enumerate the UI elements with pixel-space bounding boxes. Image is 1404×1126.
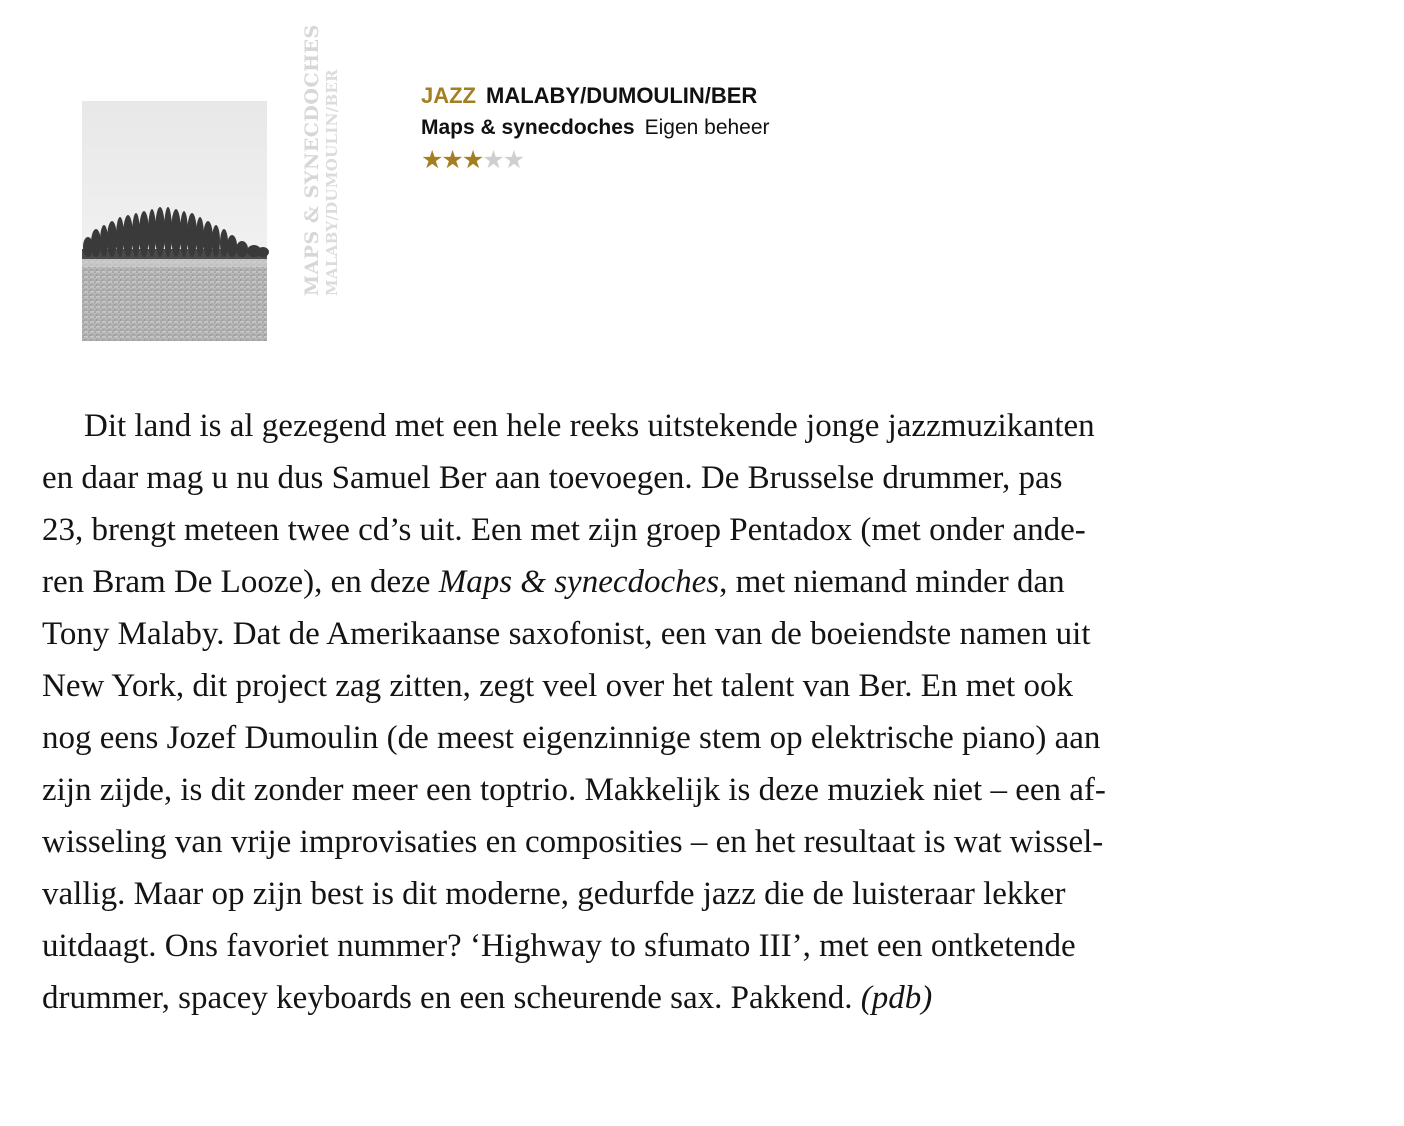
review-text: ren Bram De Looze), en deze <box>42 564 439 600</box>
album-cover <box>82 101 267 341</box>
album-title: Maps & synecdoches <box>421 116 635 139</box>
review-line: Dit land is al gezegend met een hele reeks uitstekende jonge jazzmuzikanten <box>84 408 1095 444</box>
star-empty-icon: ★ <box>502 145 524 174</box>
review-line: en daar mag u nu dus Samuel Ber aan toevoegen. De Brusselse drummer, pas <box>42 460 1063 496</box>
star-filled-icon: ★ <box>441 145 462 174</box>
star-filled-icon: ★ <box>461 145 483 174</box>
header-line-2 <box>421 113 770 143</box>
review-line: Tony Malaby. Dat de Amerikaanse saxofonist, een van de boeiendste namen uit <box>42 616 1091 652</box>
review-line: wisseling van vrije improvisaties en composities – en het resultaat is wat wissel- <box>42 824 1104 860</box>
star-filled-icon: ★ <box>421 145 442 174</box>
artist-name: MALABY/DUMOULIN/BER <box>486 83 758 108</box>
review-line: 23, brengt meteen twee cd’s uit. Een met zijn groep Pentadox (met onder ande- <box>42 512 1086 548</box>
review-text: drummer, spacey keyboards en een scheurende sax. Pakkend. <box>42 980 861 1016</box>
star-rating <box>421 145 770 175</box>
spine-title: MAPS & SYNECDOCHES <box>301 24 323 296</box>
star-empty-icon: ★ <box>482 145 503 174</box>
album-title-italic: Maps & synecdoches <box>438 564 720 600</box>
album-cover-photo <box>82 101 267 341</box>
review-line: vallig. Maar op zijn best is dit moderne, gedurfde jazz die de luisteraar lekker <box>42 876 1066 912</box>
review-line: zijn zijde, is dit zonder meer een toptrio. Makkelijk is deze muziek niet – een af- <box>42 772 1106 808</box>
review-line: uitdaagt. Ons favoriet nummer? ‘Highway to sfumato III’, met een ontketende <box>42 928 1076 964</box>
review-line: New York, dit project zag zitten, zegt veel over het talent van Ber. En met ook <box>42 668 1073 704</box>
header-line-1 <box>421 82 770 110</box>
review-body <box>42 400 1332 1024</box>
review-text: , met niemand minder dan <box>719 564 1065 600</box>
review-line <box>42 556 1332 608</box>
spine-artists: MALABY/DUMOULIN/BER <box>323 69 341 296</box>
genre-label: JAZZ <box>421 83 476 108</box>
album-spine <box>301 24 397 344</box>
review-header <box>421 82 770 175</box>
review-line: nog eens Jozef Dumoulin (de meest eigenzinnige stem op elektrische piano) aan <box>42 720 1101 756</box>
record-label: Eigen beheer <box>644 116 770 139</box>
author-initials: (pdb) <box>860 980 933 1016</box>
review-line <box>42 972 1332 1024</box>
